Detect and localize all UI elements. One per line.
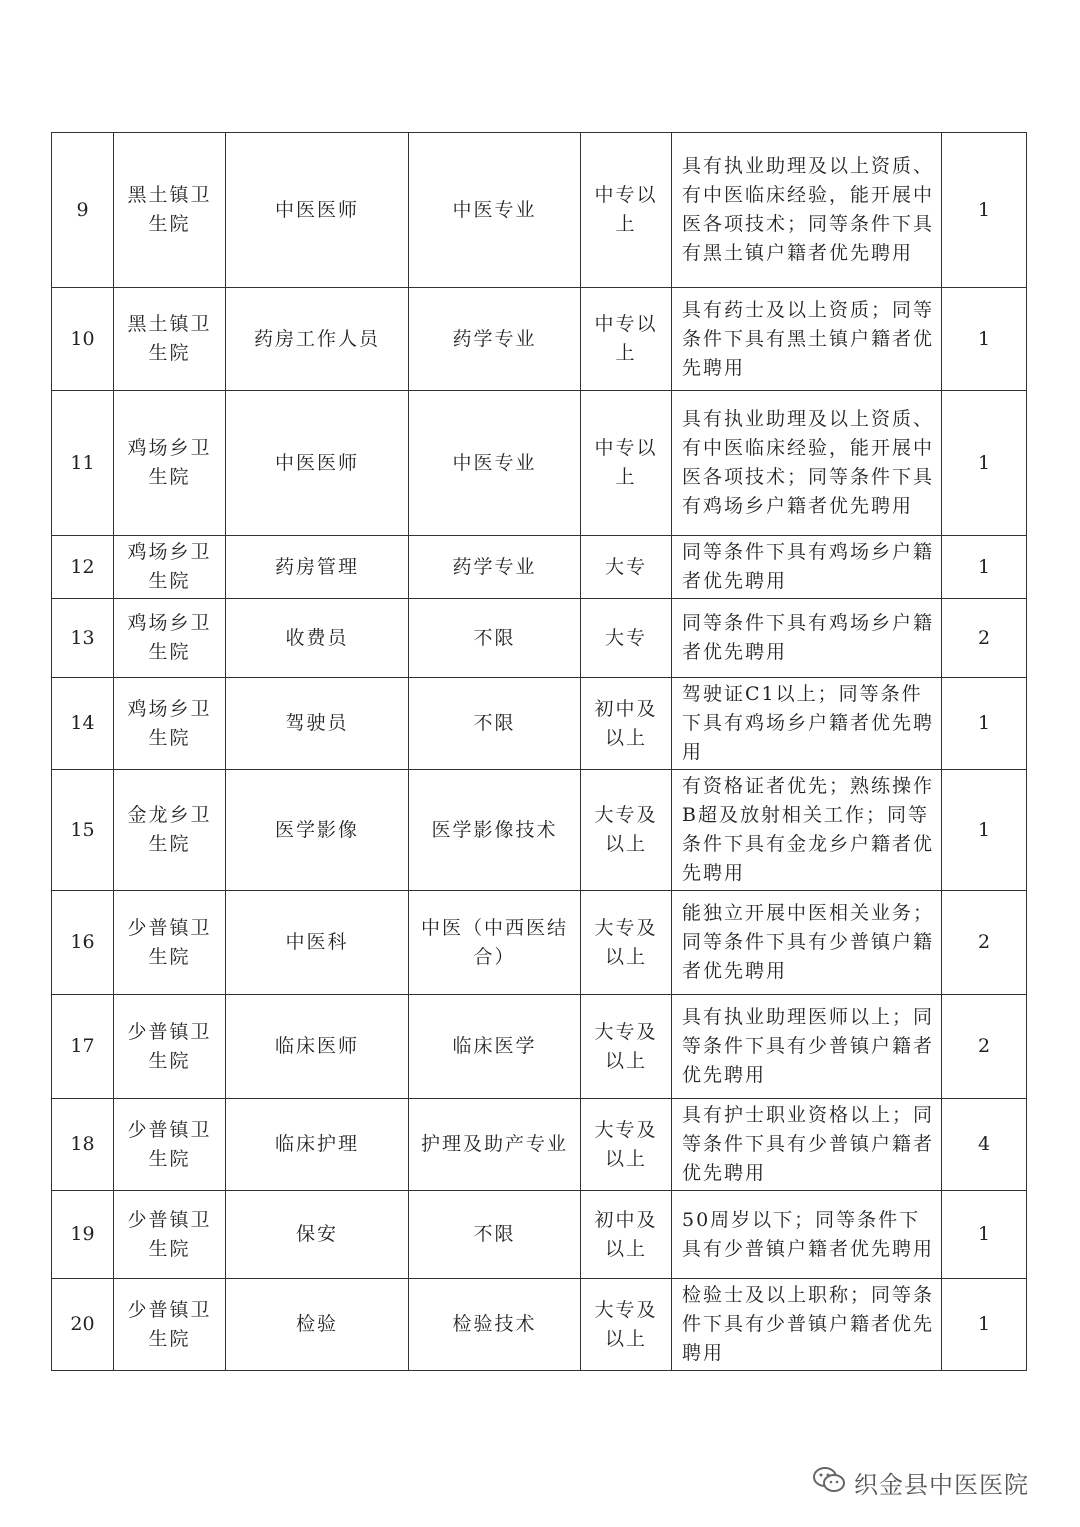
requirement-cell: 能独立开展中医相关业务；同等条件下具有少普镇户籍者优先聘用 [672,891,942,995]
education-cell: 中专以上 [581,391,672,536]
headcount-cell: 1 [942,133,1027,288]
headcount-cell: 1 [942,288,1027,391]
unit-cell: 少普镇卫生院 [114,1279,226,1371]
major-cell: 不限 [409,599,581,678]
education-cell: 大专 [581,536,672,599]
requirement-cell: 驾驶证C1以上；同等条件下具有鸡场乡户籍者优先聘用 [672,678,942,770]
headcount-cell: 1 [942,391,1027,536]
post-cell: 医学影像 [226,770,409,891]
unit-cell: 黑土镇卫生院 [114,288,226,391]
unit-cell: 少普镇卫生院 [114,995,226,1099]
education-cell: 中专以上 [581,288,672,391]
education-cell: 中专以上 [581,133,672,288]
post-cell: 检验 [226,1279,409,1371]
row-number: 10 [52,288,114,391]
education-cell: 大专 [581,599,672,678]
unit-cell: 金龙乡卫生院 [114,770,226,891]
major-cell: 中医（中西医结合） [409,891,581,995]
post-cell: 中医医师 [226,133,409,288]
headcount-cell: 1 [942,770,1027,891]
requirement-cell: 检验士及以上职称；同等条件下具有少普镇户籍者优先聘用 [672,1279,942,1371]
requirement-cell: 具有执业助理及以上资质、有中医临床经验，能开展中医各项技术；同等条件下具有鸡场乡户籍者优先聘用 [672,391,942,536]
row-number: 15 [52,770,114,891]
unit-cell: 少普镇卫生院 [114,891,226,995]
headcount-cell: 1 [942,1279,1027,1371]
headcount-cell: 2 [942,995,1027,1099]
post-cell: 中医科 [226,891,409,995]
requirement-cell: 具有执业助理医师以上；同等条件下具有少普镇户籍者优先聘用 [672,995,942,1099]
table-row [52,288,1027,391]
account-name: 织金县中医医院 [854,1470,1029,1499]
row-number: 16 [52,891,114,995]
headcount-cell: 2 [942,599,1027,678]
major-cell: 药学专业 [409,288,581,391]
requirement-cell: 50周岁以下；同等条件下具有少普镇户籍者优先聘用 [672,1191,942,1279]
table-row [52,536,1027,599]
row-number: 18 [52,1099,114,1191]
major-cell: 中医专业 [409,391,581,536]
table-row [52,770,1027,891]
requirement-cell: 同等条件下具有鸡场乡户籍者优先聘用 [672,536,942,599]
table-row [52,1099,1027,1191]
table-row [52,1279,1027,1371]
row-number: 9 [52,133,114,288]
row-number: 12 [52,536,114,599]
education-cell: 大专及以上 [581,891,672,995]
unit-cell: 鸡场乡卫生院 [114,678,226,770]
post-cell: 收费员 [226,599,409,678]
unit-cell: 鸡场乡卫生院 [114,536,226,599]
major-cell: 药学专业 [409,536,581,599]
table-row [52,995,1027,1099]
headcount-cell: 1 [942,536,1027,599]
post-cell: 临床护理 [226,1099,409,1191]
headcount-cell: 1 [942,1191,1027,1279]
unit-cell: 少普镇卫生院 [114,1099,226,1191]
post-cell: 药房工作人员 [226,288,409,391]
post-cell: 药房管理 [226,536,409,599]
unit-cell: 鸡场乡卫生院 [114,391,226,536]
post-cell: 中医医师 [226,391,409,536]
major-cell: 不限 [409,678,581,770]
education-cell: 初中及以上 [581,1191,672,1279]
account-watermark [812,1460,1029,1504]
row-number: 20 [52,1279,114,1371]
requirement-cell: 具有药士及以上资质；同等条件下具有黑土镇户籍者优先聘用 [672,288,942,391]
wechat-icon [812,1465,846,1499]
unit-cell: 黑土镇卫生院 [114,133,226,288]
requirement-cell: 具有执业助理及以上资质、有中医临床经验，能开展中医各项技术；同等条件下具有黑土镇户籍者优先聘用 [672,133,942,288]
row-number: 13 [52,599,114,678]
post-cell: 临床医师 [226,995,409,1099]
education-cell: 大专及以上 [581,770,672,891]
row-number: 14 [52,678,114,770]
major-cell: 不限 [409,1191,581,1279]
table-row [52,1191,1027,1279]
major-cell: 医学影像技术 [409,770,581,891]
post-cell: 驾驶员 [226,678,409,770]
recruitment-table [51,132,1027,1371]
major-cell: 检验技术 [409,1279,581,1371]
education-cell: 大专及以上 [581,1099,672,1191]
row-number: 19 [52,1191,114,1279]
major-cell: 护理及助产专业 [409,1099,581,1191]
row-number: 17 [52,995,114,1099]
requirement-cell: 有资格证者优先；熟练操作B超及放射相关工作；同等条件下具有金龙乡户籍者优先聘用 [672,770,942,891]
table-row [52,891,1027,995]
table-row [52,133,1027,288]
requirement-cell: 同等条件下具有鸡场乡户籍者优先聘用 [672,599,942,678]
education-cell: 初中及以上 [581,678,672,770]
education-cell: 大专及以上 [581,1279,672,1371]
headcount-cell: 1 [942,678,1027,770]
post-cell: 保安 [226,1191,409,1279]
headcount-cell: 2 [942,891,1027,995]
row-number: 11 [52,391,114,536]
table-row [52,678,1027,770]
major-cell: 中医专业 [409,133,581,288]
major-cell: 临床医学 [409,995,581,1099]
headcount-cell: 4 [942,1099,1027,1191]
unit-cell: 鸡场乡卫生院 [114,599,226,678]
unit-cell: 少普镇卫生院 [114,1191,226,1279]
table-row [52,391,1027,536]
education-cell: 大专及以上 [581,995,672,1099]
table-row [52,599,1027,678]
requirement-cell: 具有护士职业资格以上；同等条件下具有少普镇户籍者优先聘用 [672,1099,942,1191]
